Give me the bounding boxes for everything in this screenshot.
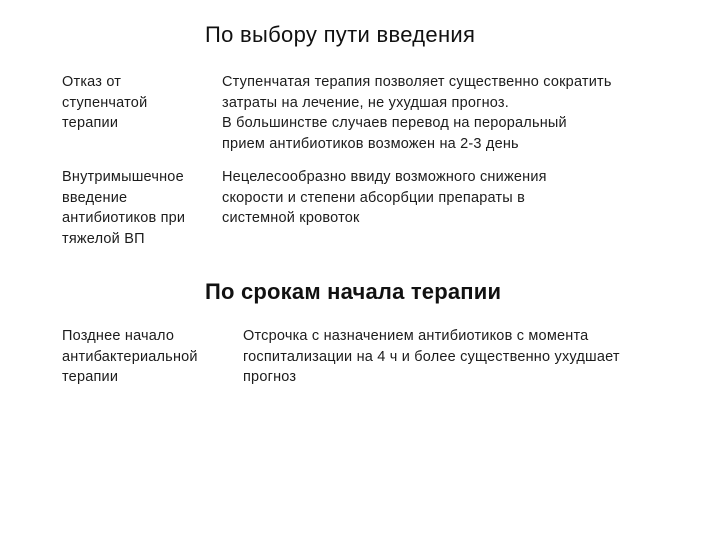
text-line: Отсрочка с назначением антибиотиков с момента <box>243 328 589 344</box>
text-line: госпитализации на 4 ч и более существенно ухудшает <box>243 348 620 365</box>
row-text-intramuscular <box>222 167 547 229</box>
label-line: тяжелой ВП <box>62 230 145 247</box>
row-label-intramuscular <box>62 167 185 249</box>
label-line: ступенчатой <box>62 94 148 111</box>
row-label-step-therapy <box>62 72 147 134</box>
text-line: Нецелесообразно ввиду возможного снижения <box>222 169 547 185</box>
text-line: системной кровоток <box>222 210 360 226</box>
label-line: антибактериальной <box>62 348 198 365</box>
label-line: Отказ от <box>62 74 122 90</box>
label-line: Позднее начало <box>62 328 175 344</box>
label-line: терапии <box>62 115 119 131</box>
row-text-step-therapy <box>222 72 612 154</box>
text-line: прогноз <box>243 369 297 385</box>
text-line: В большинстве случаев перевод на пероральный <box>222 115 567 131</box>
label-line: терапии <box>62 369 119 385</box>
section-title-timing: По срокам начала терапии <box>205 279 502 304</box>
text-line: Ступенчатая терапия позволяет существенно сократить <box>222 74 612 90</box>
text-line: прием антибиотиков возможен на 2-3 день <box>222 135 519 152</box>
row-label-late-start <box>62 326 198 388</box>
section-title-route: По выбору пути введения <box>205 22 476 47</box>
text-line: скорости и степени абсорбции препараты в <box>222 189 526 206</box>
label-line: введение <box>62 189 128 206</box>
label-line: антибиотиков при <box>62 210 186 226</box>
row-text-late-start <box>243 326 620 388</box>
label-line: Внутримышечное <box>62 169 184 185</box>
text-line: затраты на лечение, не ухудшая прогноз. <box>222 94 509 111</box>
